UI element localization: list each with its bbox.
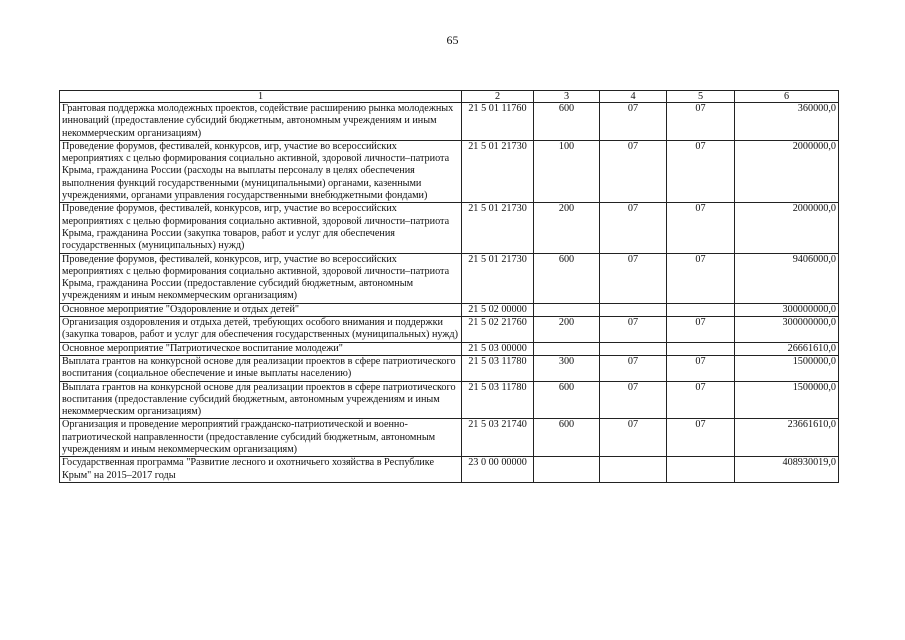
row-amount: 1500000,0 [735,355,839,381]
expense-type-code: 300 [534,355,600,381]
row-amount: 2000000,0 [735,203,839,253]
expense-type-code: 600 [534,381,600,419]
subsection-code: 07 [667,355,735,381]
target-article-code: 21 5 01 21730 [462,203,534,253]
subsection-code: 07 [667,419,735,457]
section-code: 07 [600,317,667,343]
subsection-code: 07 [667,103,735,141]
target-article-code: 21 5 01 21730 [462,140,534,202]
section-code: 07 [600,381,667,419]
row-description: Государственная программа "Развитие лесного и охотничьего хозяйства в Республике Крым" на 2015–2017 годы [60,457,462,483]
section-code: 07 [600,103,667,141]
subsection-code [667,342,735,355]
row-description: Выплата грантов на конкурсной основе для реализации проектов в сфере патриотического воспитания (предоставление субсидий бюджетным, автономным учреждениям и иным некоммерческим организациям) [60,381,462,419]
target-article-code: 21 5 01 21730 [462,253,534,303]
expense-type-code [534,342,600,355]
table-row [60,253,839,303]
row-description: Основное мероприятие "Патриотическое воспитание молодежи" [60,342,462,355]
row-amount: 2000000,0 [735,140,839,202]
column-header: 1 [60,91,462,103]
row-amount: 360000,0 [735,103,839,141]
row-amount: 1500000,0 [735,381,839,419]
section-code: 07 [600,253,667,303]
subsection-code: 07 [667,203,735,253]
table-row [60,317,839,343]
column-header: 5 [667,91,735,103]
page-number: 65 [446,33,459,47]
row-description: Проведение форумов, фестивалей, конкурсов, игр, участие во всероссийских мероприятиях с целью формирования социально активной, здоровой личности–патриота Крыма, гражданина России (расходы на выплаты персоналу в целях обеспечения выполнения функций государственными (муниципальными) органами, казенными учреждениями, органами управления государственными внебюджетными фондами) [60,140,462,202]
expense-type-code [534,457,600,483]
target-article-code: 21 5 03 21740 [462,419,534,457]
expense-type-code: 600 [534,253,600,303]
row-amount: 9406000,0 [735,253,839,303]
subsection-code [667,457,735,483]
table-row [60,203,839,253]
row-amount: 408930019,0 [735,457,839,483]
expense-type-code: 200 [534,317,600,343]
subsection-code: 07 [667,317,735,343]
section-code: 07 [600,140,667,202]
expense-type-code: 600 [534,419,600,457]
row-amount: 300000000,0 [735,317,839,343]
expense-type-code [534,303,600,316]
table-row [60,103,839,141]
subsection-code [667,303,735,316]
target-article-code: 21 5 03 00000 [462,342,534,355]
row-description: Организация и проведение мероприятий гражданско-патриотической и военно-патриотической направленности (предоставление субсидий бюджетным, автономным учреждениям и иным некоммерческим организациям) [60,419,462,457]
subsection-code: 07 [667,253,735,303]
section-code: 07 [600,419,667,457]
target-article-code: 21 5 03 11780 [462,355,534,381]
subsection-code: 07 [667,140,735,202]
row-amount: 26661610,0 [735,342,839,355]
section-code [600,457,667,483]
expense-type-code: 200 [534,203,600,253]
target-article-code: 23 0 00 00000 [462,457,534,483]
section-code [600,342,667,355]
column-header: 4 [600,91,667,103]
target-article-code: 21 5 02 00000 [462,303,534,316]
expense-type-code: 600 [534,103,600,141]
table-row [60,381,839,419]
column-header: 6 [735,91,839,103]
table-body [60,103,839,483]
target-article-code: 21 5 03 11780 [462,381,534,419]
table-row [60,140,839,202]
row-description: Организация оздоровления и отдыха детей, требующих особого внимания и поддержки (закупка товаров, работ и услуг для обеспечения государственных (муниципальных) нужд) [60,317,462,343]
table-row [60,355,839,381]
budget-table [59,90,839,483]
expense-type-code: 100 [534,140,600,202]
table-row [60,303,839,316]
target-article-code: 21 5 01 11760 [462,103,534,141]
table-header-row [60,91,839,103]
row-description: Выплата грантов на конкурсной основе для реализации проектов в сфере патриотического воспитания (социальное обеспечение и иные выплаты населению) [60,355,462,381]
row-description: Проведение форумов, фестивалей, конкурсов, игр, участие во всероссийских мероприятиях с целью формирования социально активной, здоровой личности–патриота Крыма, гражданина России (закупка товаров, работ и услуг для обеспечения государственных (муниципальных) нужд) [60,203,462,253]
row-description: Грантовая поддержка молодежных проектов, содействие расширению рынка молодежных инноваций (предоставление субсидий бюджетным, автономным учреждениям и иным некоммерческим организациям) [60,103,462,141]
section-code: 07 [600,203,667,253]
column-header: 2 [462,91,534,103]
target-article-code: 21 5 02 21760 [462,317,534,343]
row-amount: 300000000,0 [735,303,839,316]
row-description: Основное мероприятие "Оздоровление и отдых детей" [60,303,462,316]
section-code: 07 [600,355,667,381]
table-row [60,419,839,457]
table-row [60,342,839,355]
column-header: 3 [534,91,600,103]
row-amount: 23661610,0 [735,419,839,457]
subsection-code: 07 [667,381,735,419]
table-row [60,457,839,483]
row-description: Проведение форумов, фестивалей, конкурсов, игр, участие во всероссийских мероприятиях с целью формирования социально активной, здоровой личности–патриота Крыма, гражданина России (предоставление субсидий бюджетным, автономным учреждениям и иным некоммерческим организациям) [60,253,462,303]
section-code [600,303,667,316]
